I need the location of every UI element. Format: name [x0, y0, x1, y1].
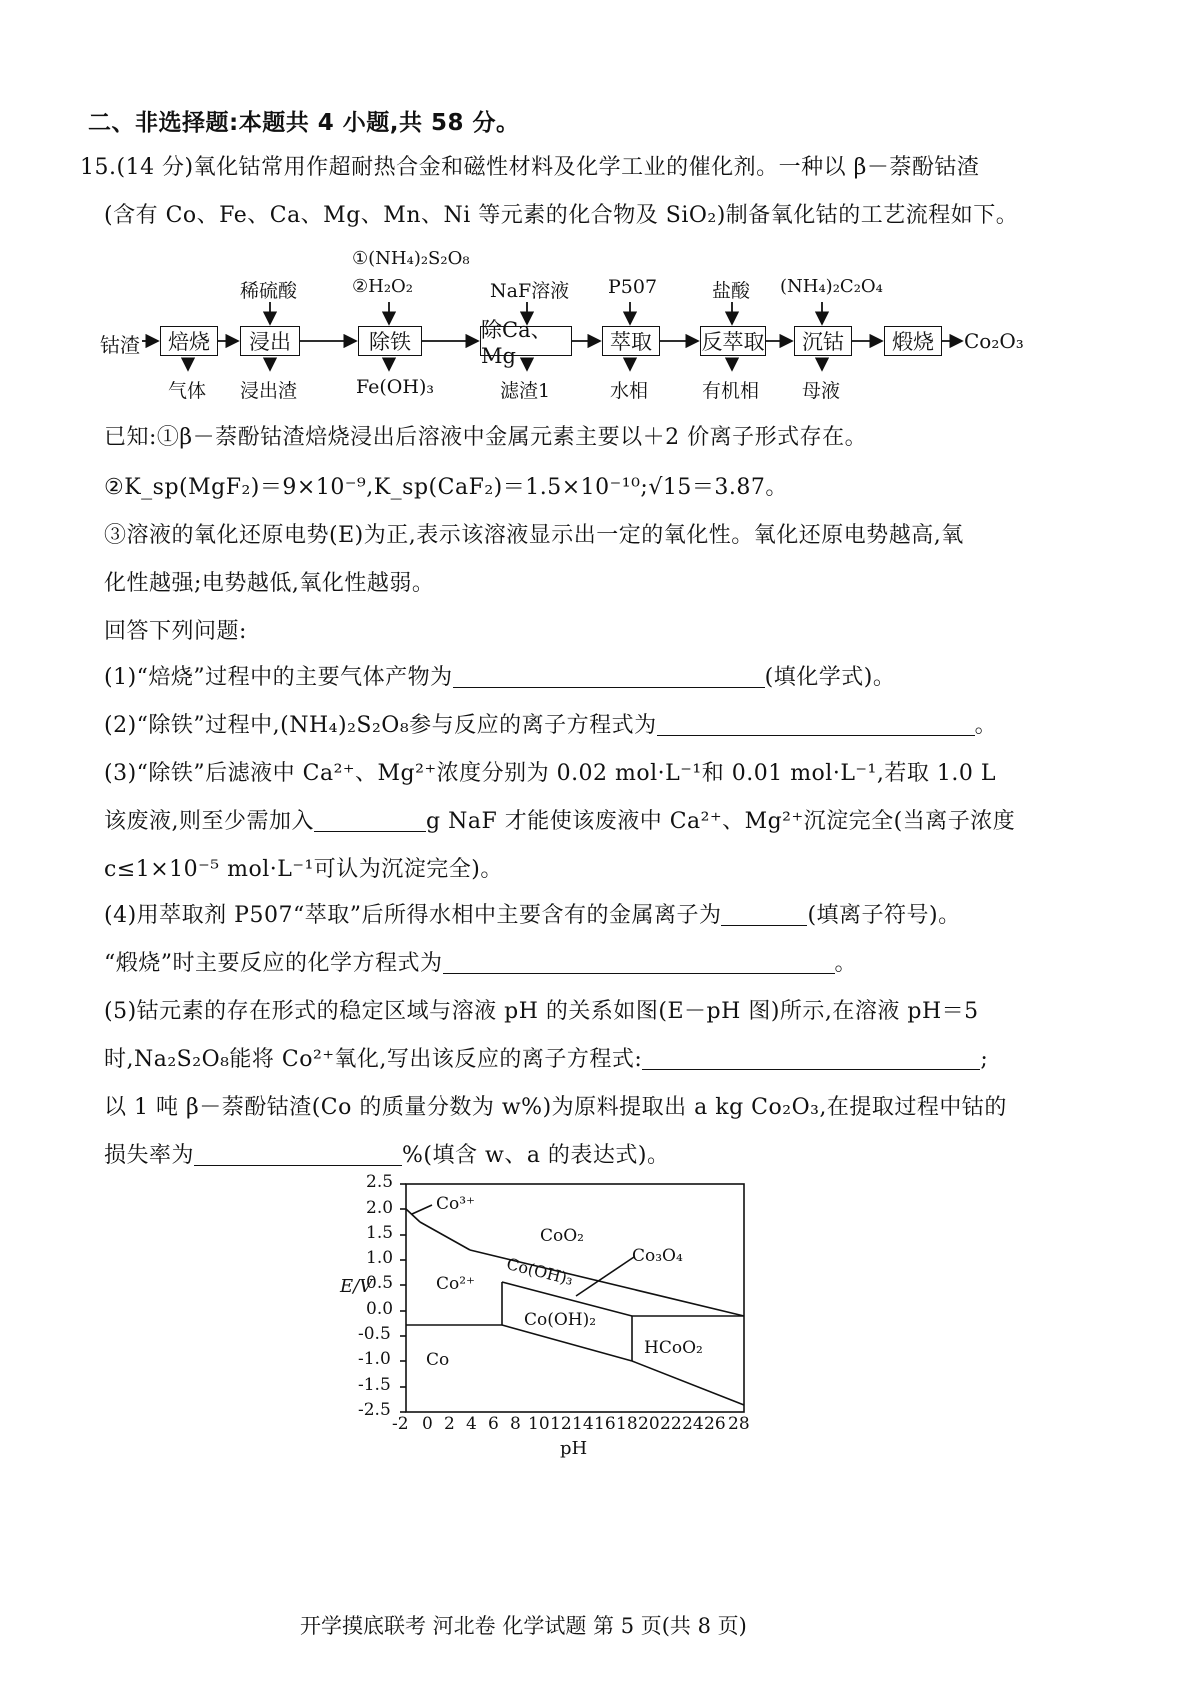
output-gas: 气体 [168, 380, 207, 402]
x-tick-label: 26 [704, 1414, 726, 1434]
step-iron-removal-box: 除铁 [358, 326, 422, 356]
step-ca-mg-removal-box: 除Ca、Mg [480, 326, 572, 356]
input-naf-solution: NaF溶液 [490, 280, 570, 302]
part-3-answer-blank[interactable] [314, 809, 426, 832]
region-co2plus: Co²⁺ [436, 1274, 476, 1294]
x-tick-label: 4 [466, 1414, 477, 1434]
part-5-line-4 [104, 1138, 670, 1169]
part-5-equation-blank[interactable] [642, 1047, 980, 1070]
part-2-suffix: 。 [974, 713, 998, 738]
region-cooh3: Co(OH)₃ [504, 1254, 576, 1289]
output-organic-phase: 有机相 [702, 380, 760, 402]
input-hydrochloric-acid: 盐酸 [712, 280, 751, 302]
part-2-text: (2)“除铁”过程中,(NH₄)₂S₂O₈参与反应的离子方程式为 [104, 713, 657, 738]
x-tick-label: 14 [572, 1414, 594, 1434]
x-tick-label: 10 [528, 1414, 550, 1434]
output-iron-hydroxide: Fe(OH)₃ [356, 376, 434, 398]
co3o4-pointer [576, 1257, 634, 1296]
output-mother-liquor: 母液 [802, 380, 841, 402]
step-extraction-box: 萃取 [602, 326, 660, 356]
x-tick-label: 12 [550, 1414, 572, 1434]
region-cooh2: Co(OH)₂ [524, 1310, 597, 1330]
x-tick-label: 0 [422, 1414, 433, 1434]
q15-intro-line-1: 15.(14 分)氧化钴常用作超耐热合金和磁性材料及化学工业的催化剂。一种以 β－萘酚钴渣 [80, 155, 980, 180]
part-3-text: 该废液,则至少需加入 [104, 809, 314, 834]
part-3-line-2 [104, 804, 1015, 835]
region-co3o4: Co₃O₄ [632, 1246, 683, 1266]
x-tick-label: 22 [660, 1414, 682, 1434]
part-4-suffix: (填离子符号)。 [807, 903, 961, 928]
part-5-loss-blank[interactable] [194, 1143, 402, 1166]
input-ammonium-oxalate: (NH₄)₂C₂O₄ [780, 276, 883, 297]
output-aqueous-phase: 水相 [610, 380, 649, 402]
part-1-text: (1)“焙烧”过程中的主要气体产物为 [104, 665, 453, 690]
x-axis-label: pH [560, 1438, 588, 1459]
part-5-line-1: (5)钴元素的存在形式的稳定区域与溶液 pH 的关系如图(E－pH 图)所示,在溶液 pH＝5 [104, 999, 979, 1024]
x-tick-label: 18 [616, 1414, 638, 1434]
y-tick-label: 1.5 [366, 1223, 394, 1243]
part-4-equation-text: “煅烧”时主要反应的化学方程式为 [104, 951, 443, 976]
part-5-line-3: 以 1 吨 β－萘酚钴渣(Co 的质量分数为 w%)为原料提取出 a kg Co₂O₃,在提取过程中钴的 [104, 1095, 1007, 1120]
part-5-loss-text: 损失率为 [104, 1143, 195, 1168]
y-tick-label: 1.0 [366, 1248, 394, 1268]
input-sulfuric-acid: 稀硫酸 [240, 280, 298, 302]
boundary-co2-coo2 [420, 1222, 470, 1250]
step-roast-box: 焙烧 [160, 326, 218, 356]
x-tick-label: 2 [444, 1414, 455, 1434]
y-tick-label: 0.5 [366, 1273, 394, 1293]
region-co3plus: Co³⁺ [436, 1194, 476, 1214]
x-tick-label: 16 [594, 1414, 616, 1434]
process-flow-diagram [0, 240, 1200, 420]
output-filter-residue-1: 滤渣1 [500, 380, 551, 402]
input-persulfate: ①(NH₄)₂S₂O₈ [352, 248, 470, 269]
part-5-suffix: ; [980, 1047, 989, 1072]
q15-intro-line-2: (含有 Co、Fe、Ca、Mg、Mn、Ni 等元素的化合物及 SiO₂)制备氧化钴的工艺流程如下。 [104, 203, 1019, 228]
part-5-text: 时,Na₂S₂O₈能将 Co²⁺氧化,写出该反应的离子方程式: [104, 1047, 643, 1072]
x-tick-label: 20 [638, 1414, 660, 1434]
part-4-text: (4)用萃取剂 P507“萃取”后所得水相中主要含有的金属离子为 [104, 903, 722, 928]
y-tick-label: -0.5 [358, 1324, 391, 1344]
part-1 [104, 660, 895, 691]
part-4-line-2 [104, 946, 857, 977]
region-hcoo2: HCoO₂ [644, 1338, 703, 1358]
part-3-line-1: (3)“除铁”后滤液中 Ca²⁺、Mg²⁺浓度分别为 0.02 mol·L⁻¹和 0.01 mol·L⁻¹,若取 1.0 L [104, 761, 996, 786]
x-tick-label: 24 [682, 1414, 704, 1434]
y-tick-label: 0.0 [366, 1299, 394, 1319]
step-calcination-box: 煅烧 [884, 326, 942, 356]
y-tick-label: 2.5 [366, 1172, 394, 1192]
y-tick-label: -2.5 [358, 1400, 391, 1420]
part-4-equation-blank[interactable] [443, 951, 835, 974]
region-co: Co [426, 1350, 450, 1370]
flow-end-label: Co₂O₃ [964, 329, 1024, 353]
boundary-cooh2-bottom [502, 1325, 632, 1361]
part-2-answer-blank[interactable] [657, 713, 975, 736]
part-1-suffix: (填化学式)。 [764, 665, 896, 690]
x-tick-label: 28 [728, 1414, 750, 1434]
known-2: ②K_sp(MgF₂)＝9×10⁻⁹,K_sp(CaF₂)＝1.5×10⁻¹⁰;√15＝3.87。 [104, 475, 788, 500]
x-tick-label: 6 [488, 1414, 499, 1434]
step-back-extraction-box: 反萃取 [700, 326, 766, 356]
output-leach-residue: 浸出渣 [240, 380, 298, 402]
step-leach-box: 浸出 [240, 326, 300, 356]
section-title: 二、非选择题:本题共 4 小题,共 58 分。 [88, 110, 520, 136]
part-5-loss-suffix: %(填含 w、a 的表达式)。 [402, 1143, 670, 1168]
x-tick-label: -2 [392, 1414, 409, 1434]
answer-prompt: 回答下列问题: [104, 619, 247, 644]
known-1: 已知:①β－萘酚钴渣焙烧浸出后溶液中金属元素主要以＋2 价离子形式存在。 [104, 425, 868, 450]
region-coo2: CoO₂ [540, 1226, 584, 1246]
part-4-line-1 [104, 898, 961, 929]
y-tick-label: -1.0 [358, 1349, 391, 1369]
known-3-line-2: 化性越强;电势越低,氧化性越弱。 [104, 571, 435, 596]
part-3-line-3: c≤1×10⁻⁵ mol·L⁻¹可认为沉淀完全)。 [104, 857, 503, 882]
y-tick-label: -1.5 [358, 1375, 391, 1395]
page-footer: 开学摸底联考 河北卷 化学试题 第 5 页(共 8 页) [300, 1614, 747, 1638]
boundary-hcoo2-bottom [632, 1361, 744, 1405]
step-cobalt-precipitation-box: 沉钴 [794, 326, 852, 356]
input-hydrogen-peroxide: ②H₂O₂ [352, 276, 414, 297]
part-3-text-cont: g NaF 才能使该废液中 Ca²⁺、Mg²⁺沉淀完全(当离子浓度 [426, 809, 1016, 834]
y-tick-label: 2.0 [366, 1198, 394, 1218]
part-2 [104, 708, 997, 739]
e-ph-diagram [340, 1170, 840, 1470]
part-4-equation-suffix: 。 [834, 951, 858, 976]
known-3-line-1: ③溶液的氧化还原电势(E)为正,表示该溶液显示出一定的氧化性。氧化还原电势越高,氧 [104, 523, 964, 548]
plot-frame [406, 1184, 744, 1412]
co3-pointer [412, 1205, 432, 1214]
part-1-answer-blank[interactable] [453, 665, 765, 688]
part-4-ion-blank[interactable] [721, 903, 807, 926]
part-5-line-2 [104, 1042, 988, 1073]
flow-start-label: 钴渣 [100, 333, 140, 357]
input-p507: P507 [608, 276, 658, 298]
x-tick-label: 8 [510, 1414, 521, 1434]
y-axis-label: E/V [340, 1276, 373, 1297]
